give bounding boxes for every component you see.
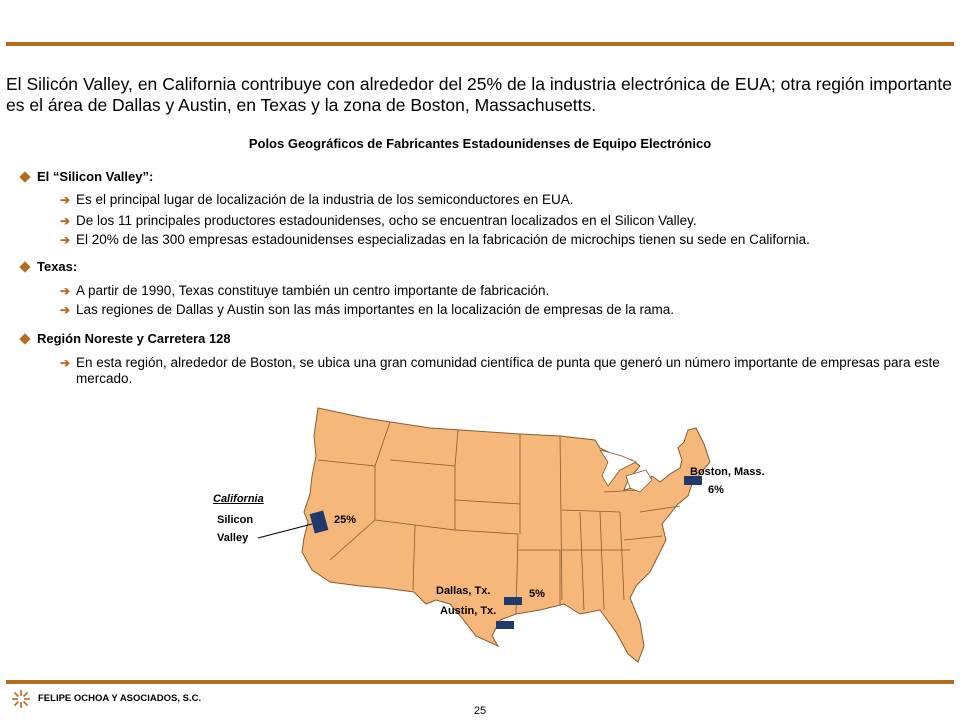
list-item-text: En esta región, alrededor de Boston, se ubica una gran comunidad científica de punta que generó un número importante de empresas para este mercado.	[76, 355, 940, 386]
diamond-bullet-icon	[19, 171, 30, 182]
list-item-text: Las regiones de Dallas y Austin son las más importantes en la localización de empresas de la rama.	[76, 302, 675, 317]
usa-map	[200, 400, 800, 675]
dallas-marker	[504, 597, 522, 605]
list-item-text: Es el principal lugar de localización de la industria de los semiconductores en EUA.	[76, 192, 574, 207]
list-item	[60, 355, 950, 387]
california-label: California	[213, 493, 264, 505]
austin-label: Austin, Tx.	[440, 605, 497, 617]
diamond-bullet-icon	[19, 261, 30, 272]
section-heading-text: El “Silicon Valley”:	[37, 169, 154, 184]
arrow-bullet-icon: ➔	[60, 284, 71, 298]
arrow-bullet-icon: ➔	[60, 303, 71, 317]
arrow-bullet-icon: ➔	[60, 233, 71, 247]
section-heading-noreste	[18, 331, 231, 346]
section-heading-texas	[18, 259, 77, 274]
valley-label: Valley	[217, 532, 249, 544]
list-item	[60, 283, 950, 299]
list-item-text: A partir de 1990, Texas constituye también un centro importante de fabricación.	[76, 283, 550, 298]
footer-company: FELIPE OCHOA Y ASOCIADOS, S.C.	[38, 693, 202, 704]
california-percent: 25%	[334, 514, 357, 526]
austin-marker	[496, 621, 514, 629]
intro-paragraph: El Silicón Valley, en California contribuye con alrededor del 25% de la industria electrónica de EUA; otra región importante es el área de Dallas y Austin, en Texas y la zona de Boston, Massachusetts.	[6, 74, 952, 115]
arrow-bullet-icon: ➔	[60, 193, 71, 207]
list-item	[60, 302, 950, 318]
diamond-bullet-icon	[19, 333, 30, 344]
top-divider	[6, 42, 954, 46]
dallas-label: Dallas, Tx.	[436, 585, 491, 597]
section-heading-text: Región Noreste y Carretera 128	[37, 331, 231, 346]
silicon-valley-pointer	[258, 524, 312, 538]
arrow-bullet-icon: ➔	[60, 356, 71, 370]
list-item	[60, 232, 950, 248]
list-item-text: El 20% de las 300 empresas estadounidenses especializadas en la fabricación de microchips tienen su sede en California.	[76, 232, 810, 247]
silicon-label: Silicon	[217, 514, 254, 526]
arrow-bullet-icon: ➔	[60, 214, 71, 228]
page-number: 25	[473, 705, 487, 717]
boston-percent: 6%	[708, 484, 724, 496]
texas-percent: 5%	[529, 588, 545, 600]
list-item	[60, 213, 950, 229]
list-item-text: De los 11 principales productores estadounidenses, ocho se encuentran localizados en el Silicon Valley.	[76, 213, 697, 228]
section-heading-text: Texas:	[37, 259, 78, 274]
section-heading-silicon-valley	[18, 169, 153, 184]
page-subtitle: Polos Geográficos de Fabricantes Estadounidenses de Equipo Electrónico	[248, 136, 712, 151]
bottom-divider	[6, 680, 954, 684]
list-item	[60, 192, 950, 208]
boston-label: Boston, Mass.	[690, 466, 765, 478]
